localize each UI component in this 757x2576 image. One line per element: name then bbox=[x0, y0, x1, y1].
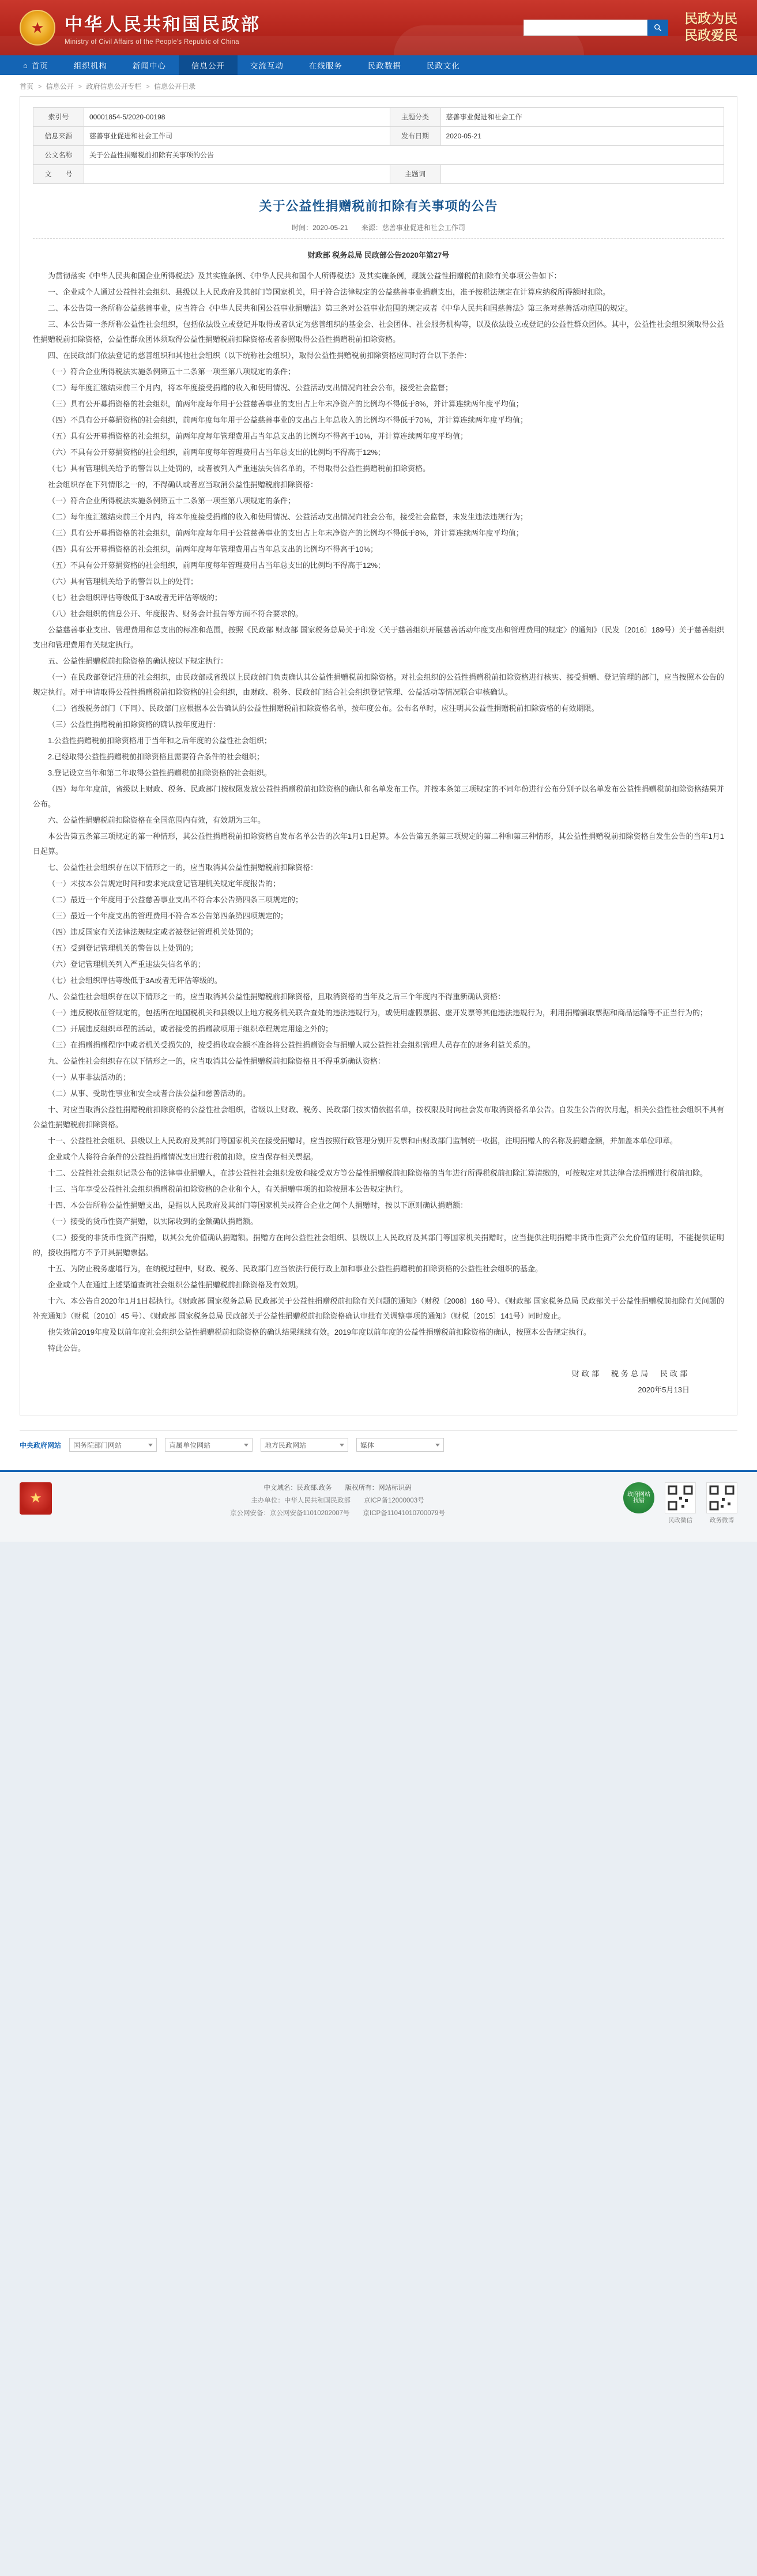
document-paragraph: 十四、本公告所称公益性捐赠支出，是指以人民政府及其部门等国家机关或符合企业之间个人捐赠时，按以下原则确认捐赠额： bbox=[48, 1201, 468, 1210]
document-paragraph: 一、企业或个人通过公益性社会组织、县级以上人民政府及其部门等国家机关，用于符合法律规定的公益慈善事业捐赠支出，准予按税法规定在计算应纳税所得额时扣除。 bbox=[48, 288, 611, 296]
nav-item-home[interactable] bbox=[20, 55, 61, 75]
meta-label-source: 信息来源 bbox=[33, 127, 84, 146]
badge-circle-icon: 政府网站 找错 bbox=[623, 1482, 654, 1513]
document-paragraph: 六、公益性捐赠税前扣除资格在全国范围内有效，有效期为三年。 bbox=[48, 816, 266, 824]
wechat-qr bbox=[665, 1482, 696, 1527]
main-nav bbox=[0, 55, 757, 75]
document-paragraph: 社会组织存在下列情形之一的，不得确认或者应当取消公益性捐赠税前扣除资格： bbox=[48, 480, 318, 489]
document-paragraph: （七）社会组织评估等级低于3A或者无评估等级的。 bbox=[48, 976, 222, 985]
nav-item-data-label: 民政数据 bbox=[367, 62, 401, 70]
friendly-links-bar bbox=[20, 1430, 737, 1460]
search-input[interactable] bbox=[524, 20, 647, 36]
document-paragraph: （六）不具有公开募捐资格的社会组织，前两年度每年管理费用占当年总支出的比例均不得高于12%； bbox=[48, 448, 386, 457]
document-paragraph: 十六、本公告自2020年1月1日起执行。《财政部 国家税务总局 民政部关于公益性捐赠税前扣除有关问题的通知》（财税〔2008〕160 号）、《财政部 国家税务总局 民政部关于公益性捐赠税前扣除有关问题的补充通知》（财税〔2010〕45 号）、《财政部 国家税务总局 民政部关于公益性捐赠税前扣除资格确认审批有关调整事项的通知》（财税〔2015〕141号）同时废止。 bbox=[33, 1297, 724, 1320]
breadcrumb-item-1[interactable]: 信息公开 bbox=[46, 82, 74, 91]
document-paragraph: （二）省级税务部门（下同）、民政部门应根据本公告确认的公益性捐赠税前扣除资格名单，按年度公布。公布名单时，应注明其公益性捐赠税前扣除资格的有效期限。 bbox=[48, 704, 599, 713]
meta-label-keywords: 主题词 bbox=[390, 165, 440, 184]
footer-line-3: 京公网安备：京公网安备11010202007号 京ICP备11041010700079号 bbox=[230, 1509, 445, 1517]
document-paragraph: （一）符合企业所得税法实施条例第五十二条第一项至第八项规定的条件； bbox=[48, 496, 296, 505]
table-row bbox=[33, 165, 724, 184]
signature-issuer: 财政部 税务总局 民政部 bbox=[571, 1369, 690, 1378]
weibo-qr bbox=[706, 1482, 737, 1527]
qr-code-glyph bbox=[709, 1485, 735, 1511]
meta-label-publish-date: 发布日期 bbox=[390, 127, 440, 146]
breadcrumb-wrap bbox=[0, 75, 757, 96]
friendly-links-title: 中央政府网站 bbox=[20, 1441, 62, 1449]
document-source: 来源：慈善事业促进和社会工作司 bbox=[361, 224, 465, 232]
document-paragraph: （五）具有公开募捐资格的社会组织，前两年度每年管理费用占当年总支出的比例均不得高于10%，并计算连续两年度平均值； bbox=[48, 432, 468, 440]
select-local-civil-affairs-label: 地方民政网站 bbox=[265, 1441, 307, 1449]
document-paragraph: 3.登记设立当年和第二年取得公益性捐赠税前扣除资格的社会组织。 bbox=[48, 769, 272, 777]
document-paragraph: （八）社会组织的信息公开、年度报告、财务会计报告等方面不符合要求的。 bbox=[48, 609, 303, 618]
document-paragraph: （三）最近一个年度支出的管理费用不符合本公告第四条第四项规定的； bbox=[48, 912, 288, 920]
breadcrumb-item-0[interactable]: 首页 bbox=[20, 82, 34, 91]
signature-date: 2020年5月13日 bbox=[638, 1385, 690, 1394]
document-body bbox=[33, 248, 724, 1398]
document-paragraph: （一）符合企业所得税法实施条例第五十二条第一项至第八项规定的条件； bbox=[48, 367, 296, 376]
document-paragraph: 企业或个人在通过上述渠道查询社会组织公益性捐赠税前扣除资格及有效期。 bbox=[48, 1281, 303, 1289]
document-paragraph: 四、在民政部门依法登记的慈善组织和其他社会组织（以下统称社会组织），取得公益性捐赠税前扣除资格应同时符合以下条件： bbox=[48, 351, 472, 360]
document-paragraph: （三）具有公开募捐资格的社会组织，前两年度每年用于公益慈善事业的支出占上年末净资产的比例均不得低于8%，并计算连续两年度平均值； bbox=[48, 400, 524, 408]
site-search bbox=[524, 20, 668, 36]
document-paragraph: （一）违反税收征管规定的，包括所在地国税机关和县级以上地方税务机关联合查处的违法违规行为，或使用虚假票据、虚开发票等其他违法违规行为，利用捐赠骗取票据和商品运输等不正当行为的； bbox=[48, 1008, 708, 1017]
qr-code-icon bbox=[665, 1482, 696, 1513]
gov-website-report-badge[interactable] bbox=[623, 1482, 654, 1513]
nav-item-organization-label: 组织机构 bbox=[73, 62, 107, 70]
site-header bbox=[0, 0, 757, 55]
national-emblem-icon bbox=[20, 10, 55, 46]
nav-item-news-label: 新闻中心 bbox=[132, 62, 166, 70]
national-emblem-icon: ★ bbox=[20, 1482, 52, 1515]
chevron-down-icon bbox=[244, 1444, 248, 1447]
slogan-line-2: 民政爱民 bbox=[684, 28, 737, 43]
footer-line-1: 中文域名：民政部.政务 版权所有：网站标识码 bbox=[263, 1485, 412, 1492]
document-paragraph: 十一、公益性社会组织、县级以上人民政府及其部门等国家机关在接受捐赠时，应当按照行政管理分别开发票和由财政部门监制统一收据，注明捐赠人的名称及捐赠金额，并加盖本单位印章。 bbox=[48, 1136, 678, 1145]
footer-badges bbox=[623, 1482, 737, 1527]
nav-item-info-disclosure-label: 信息公开 bbox=[191, 62, 225, 70]
qr-code-glyph bbox=[668, 1485, 693, 1511]
document-paragraph: 企业或个人将符合条件的公益性捐赠情况支出进行税前扣除，应当保存相关票据。 bbox=[48, 1153, 318, 1161]
document-paragraph: 本公告第五条第三项规定的第一种情形，其公益性捐赠税前扣除资格自发布名单公告的次年1月1日起算。本公告第五条第三项规定的第二种和第三种情形，其公益性捐赠税前扣除资格自发生公告的当年1月1日起算。 bbox=[33, 832, 724, 856]
document-paragraph: （三）公益性捐赠税前扣除资格的确认按年度进行： bbox=[48, 720, 221, 729]
chevron-down-icon bbox=[148, 1444, 153, 1447]
document-paragraph: （一）未按本公告规定时间和要求完成登记管理机关规定年度报告的； bbox=[48, 879, 281, 888]
document-paragraph: 1.公益性捐赠税前扣除资格用于当年和之后年度的公益性社会组织； bbox=[48, 736, 272, 745]
document-paragraph: （二）接受的非货币性资产捐赠，以其公允价值确认捐赠额。捐赠方在向公益性社会组织、县级以上人民政府及其部门等国家机关捐赠时，应当提供注明捐赠非货币性资产公允价值的证明，不能提供证明的，接收捐赠方不予开具捐赠票据。 bbox=[33, 1233, 724, 1257]
slogan-line-1: 民政为民 bbox=[684, 11, 737, 27]
wechat-qr-caption: 民政微信 bbox=[668, 1517, 692, 1524]
document-paragraph: 三、本公告第一条所称公益性社会组织，包括依法设立或登记并取得或者认定为慈善组织的基金会、社会团体、社会服务机构等，以及依法设立或登记的公益性群众团体。其中，公益性社会组织须取得公益性捐赠税前扣除资格，公益性群众团体须取得公益性捐赠税前扣除资格或者参照取得公益性捐赠税前扣除资格。 bbox=[33, 320, 724, 344]
document-paragraph: （二）最近一个年度用于公益慈善事业支出不符合本公告第四条三项规定的； bbox=[48, 895, 303, 904]
document-date: 时间：2020-05-21 bbox=[292, 224, 348, 232]
site-footer bbox=[0, 1470, 757, 1542]
site-title bbox=[65, 10, 261, 46]
page-title: 关于公益性捐赠税前扣除有关事项的公告 bbox=[259, 199, 498, 214]
document-paragraph: （三）具有公开募捐资格的社会组织，前两年度每年用于公益慈善事业的支出占上年末净资产的比例均不得低于8%，并计算连续两年度平均值； bbox=[48, 529, 524, 537]
footer-line-2: 主办单位：中华人民共和国民政部 京ICP备12000003号 bbox=[251, 1497, 424, 1504]
table-row bbox=[33, 127, 724, 146]
document-paragraph: 七、公益性社会组织存在以下情形之一的，应当取消其公益性捐赠税前扣除资格： bbox=[48, 863, 318, 872]
meta-value-source: 慈善事业促进和社会工作司 bbox=[84, 127, 390, 146]
document-paragraph: 他失效前2019年度及以前年度社会组织公益性捐赠税前扣除资格的确认结果继续有效。2019年度以前年度的公益性捐赠税前扣除资格的确认，按照本公告规定执行。 bbox=[48, 1328, 591, 1336]
search-icon bbox=[654, 24, 662, 32]
nav-item-home-label: 首页 bbox=[31, 62, 48, 70]
document-paragraph: 五、公益性捐赠税前扣除资格的确认按以下规定执行： bbox=[48, 657, 228, 665]
site-title-cn: 中华人民共和国民政部 bbox=[65, 14, 261, 35]
select-state-council-sites-label: 国务院部门网站 bbox=[73, 1441, 122, 1449]
nav-item-data[interactable] bbox=[355, 55, 414, 75]
document-paragraph: （三）在捐赠捐赠程序中或者机关受损失的，按受捐收取金额不准备将公益性捐赠资金与捐赠人或公益性社会组织管理人员存在的财务利益关系的。 bbox=[48, 1041, 536, 1049]
document-signature bbox=[33, 1366, 724, 1398]
document-paragraph: （一）接受的货币性资产捐赠，以实际收到的金额确认捐赠额。 bbox=[48, 1217, 258, 1226]
nav-item-news[interactable] bbox=[120, 55, 179, 75]
document-paragraph: （二）从事、受助性事业和安全或者合法公益和慈善活动的。 bbox=[48, 1089, 251, 1098]
breadcrumb-item-3[interactable]: 信息公开目录 bbox=[154, 82, 196, 91]
breadcrumb-separator-1: > bbox=[78, 82, 82, 91]
breadcrumb bbox=[20, 81, 737, 91]
select-affiliated-units-label: 直属单位网站 bbox=[169, 1441, 211, 1449]
document-paragraph: 为贯彻落实《中华人民共和国企业所得税法》及其实施条例、《中华人民共和国个人所得税法》及其实施条例，现就公益性捐赠税前扣除有关事项公告如下： bbox=[48, 272, 562, 280]
nav-item-interaction-label: 交流互动 bbox=[250, 62, 284, 70]
document-paragraph: 八、公益性社会组织存在以下情形之一的，应当取消其公益性捐赠税前扣除资格，且取消资格的当年及之后三个年度内不得重新确认资格： bbox=[48, 992, 506, 1001]
nav-item-culture-label: 民政文化 bbox=[426, 62, 460, 70]
document-paragraph: （五）受到登记管理机关的警告以上处罚的； bbox=[48, 944, 198, 952]
nav-item-info-disclosure[interactable] bbox=[179, 55, 238, 75]
meta-label-doc-number: 文 号 bbox=[33, 165, 84, 184]
breadcrumb-item-2[interactable]: 政府信息公开专栏 bbox=[86, 82, 142, 91]
home-icon: ⌂ bbox=[23, 61, 28, 70]
meta-value-category: 慈善事业促进和社会工作 bbox=[440, 108, 724, 127]
document-paragraph: （六）登记管理机关列入严重违法失信名单的； bbox=[48, 960, 206, 969]
chevron-down-icon bbox=[435, 1444, 440, 1447]
document-paragraph: 二、本公告第一条所称公益慈善事业，应当符合《中华人民共和国公益事业捐赠法》第三条对公益事业范围的规定或者《中华人民共和国慈善法》第三条对慈善活动范围的规定。 bbox=[48, 304, 633, 312]
document-paragraph: 十、对应当取消公益性捐赠税前扣除资格的公益性社会组织，省级以上财政、税务、民政部门按实情依据名单，按权限及时向社会发布取消资格名单公告。自发生公告的次月起，相关公益性社会组织不具有公益性捐赠税前扣除资格。 bbox=[33, 1105, 724, 1129]
select-media[interactable] bbox=[356, 1438, 444, 1452]
select-state-council-sites[interactable] bbox=[69, 1438, 157, 1452]
document-paragraph: （一）从事非法活动的； bbox=[48, 1073, 131, 1082]
qr-code-icon bbox=[706, 1482, 737, 1513]
meta-label-category: 主题分类 bbox=[390, 108, 440, 127]
footer-text bbox=[67, 1482, 608, 1520]
meta-value-keywords bbox=[440, 165, 724, 184]
document-paragraph: （二）每年度汇缴结束前三个月内，将本年度接受捐赠的收入和使用情况、公益活动支出情况向社会公布，接受社会监督； bbox=[48, 383, 453, 392]
document-issuer-line: 财政部 税务总局 民政部公告2020年第27号 bbox=[307, 251, 450, 259]
document-paragraph: 十三、当年享受公益性社会组织捐赠税前扣除资格的企业和个人，有关捐赠事项的扣除按照本公告规定执行。 bbox=[48, 1185, 408, 1193]
search-button[interactable] bbox=[647, 20, 668, 36]
document-paragraph: （四）每年年度前，省级以上财政、税务、民政部门按权限发放公益性捐赠税前扣除资格的确认和名单发布工作。并按本条第三项规定的不同年份进行公布分别予以名单发布公益性捐赠税前扣除资格结果并公布。 bbox=[33, 785, 724, 808]
document-paragraph: （四）违反国家有关法律法规规定或者被登记管理机关处罚的； bbox=[48, 928, 258, 936]
chevron-down-icon bbox=[340, 1444, 344, 1447]
nav-item-interaction[interactable] bbox=[238, 55, 296, 75]
site-title-en: Ministry of Civil Affairs of the People's Republic of China bbox=[65, 39, 239, 46]
document-paragraph: 十五、为防止税务虚增行为，在纳税过程中，财政、税务、民政部门应当依法行使行政上加和事业公益性捐赠税前扣除资格的公益性社会组织的基金。 bbox=[48, 1264, 543, 1273]
nav-item-organization[interactable] bbox=[61, 55, 120, 75]
metadata-table bbox=[33, 107, 724, 184]
document-paragraph: （五）不具有公开募捐资格的社会组织，前两年度每年管理费用占当年总支出的比例均不得高于12%； bbox=[48, 561, 386, 570]
select-affiliated-units[interactable] bbox=[165, 1438, 253, 1452]
document-paragraph: （四）不具有公开募捐资格的社会组织，前两年度每年用于公益慈善事业的支出占上年总收入的比例均不得低于70%，并计算连续两年度平均值； bbox=[48, 416, 528, 424]
document-paragraph: （七）社会组织评估等级低于3A或者无评估等级的； bbox=[48, 593, 222, 602]
document-paragraph: 公益慈善事业支出、管理费用和总支出的标准和范围，按照《民政部 财政部 国家税务总局关于印发〈关于慈善组织开展慈善活动年度支出和管理费用的规定〉的通知》（民发〔2016〕189号）关于慈善组织支出和管理费用有关规定执行。 bbox=[33, 626, 724, 649]
meta-value-doc-number bbox=[84, 165, 390, 184]
document-paragraph: （二）每年度汇缴结束前三个月内，将本年度接受捐赠的收入和使用情况、公益活动支出情况向社会公布，接受社会监督，未发生违法违规行为； bbox=[48, 513, 528, 521]
document-paragraph: 特此公告。 bbox=[48, 1344, 86, 1353]
document-paragraph: （六）具有管理机关给予的警告以上的处罚； bbox=[48, 577, 198, 586]
table-row bbox=[33, 146, 724, 165]
breadcrumb-separator-2: > bbox=[145, 82, 150, 91]
document-paragraph: 十二、公益性社会组织记录公布的法律事业捐赠人，在涉公益性社会组织发放和接受双方等公益性捐赠税前扣除资格的当年进行所得税税前扣除汇算清缴的，可按规定对其法律合法捐赠进行税前扣除。 bbox=[48, 1169, 708, 1177]
meta-label-doc-name: 公文名称 bbox=[33, 146, 84, 165]
document-paragraph: 2.已经取得公益性捐赠税前扣除资格且需要符合条件的社会组织； bbox=[48, 752, 264, 761]
nav-item-online-service-label: 在线服务 bbox=[308, 62, 342, 70]
meta-value-doc-name: 关于公益性捐赠税前扣除有关事项的公告 bbox=[84, 146, 724, 165]
meta-value-publish-date: 2020-05-21 bbox=[440, 127, 724, 146]
breadcrumb-separator-0: > bbox=[37, 82, 42, 91]
meta-value-index: 00001854-5/2020-00198 bbox=[84, 108, 390, 127]
document-paragraph: 九、公益性社会组织存在以下情形之一的，应当取消其公益性捐赠税前扣除资格且不得重新确认资格： bbox=[48, 1057, 386, 1065]
document-paragraph: （四）具有公开募捐资格的社会组织，前两年度每年管理费用占当年总支出的比例均不得高于10%； bbox=[48, 545, 378, 553]
document-paragraph: （二）开展违反组织章程的活动，或者接受的捐赠款项用于组织章程规定用途之外的； bbox=[48, 1025, 333, 1033]
document-paragraph: （一）在民政部登记注册的社会组织，由民政部或省级以上民政部门负责确认其公益性捐赠税前扣除资格。对社会组织的公益性捐赠税前扣除资格进行核实、接受捐赠、登记管理的部门，应当按照本公告的规定执行。对于申请取得公益性捐赠税前扣除资格的社会组织，由财政、税务、民政部门结合社会组织登记管理、公益活动等情况联合审核确认。 bbox=[33, 673, 724, 696]
weibo-qr-caption: 政务微博 bbox=[710, 1517, 734, 1524]
table-row bbox=[33, 108, 724, 127]
site-slogan bbox=[684, 11, 737, 44]
emblem-star-icon: ★ bbox=[31, 19, 44, 36]
nav-item-culture[interactable] bbox=[414, 55, 473, 75]
meta-label-index: 索引号 bbox=[33, 108, 84, 127]
document-subinfo bbox=[33, 223, 724, 239]
document-paragraph: （七）具有管理机关给予的警告以上处罚的，或者被列入严重违法失信名单的，不得取得公益性捐赠税前扣除资格。 bbox=[48, 464, 431, 473]
nav-item-online-service[interactable] bbox=[296, 55, 355, 75]
select-local-civil-affairs[interactable] bbox=[261, 1438, 348, 1452]
select-media-label: 媒体 bbox=[360, 1441, 375, 1449]
document-container bbox=[20, 96, 737, 1415]
